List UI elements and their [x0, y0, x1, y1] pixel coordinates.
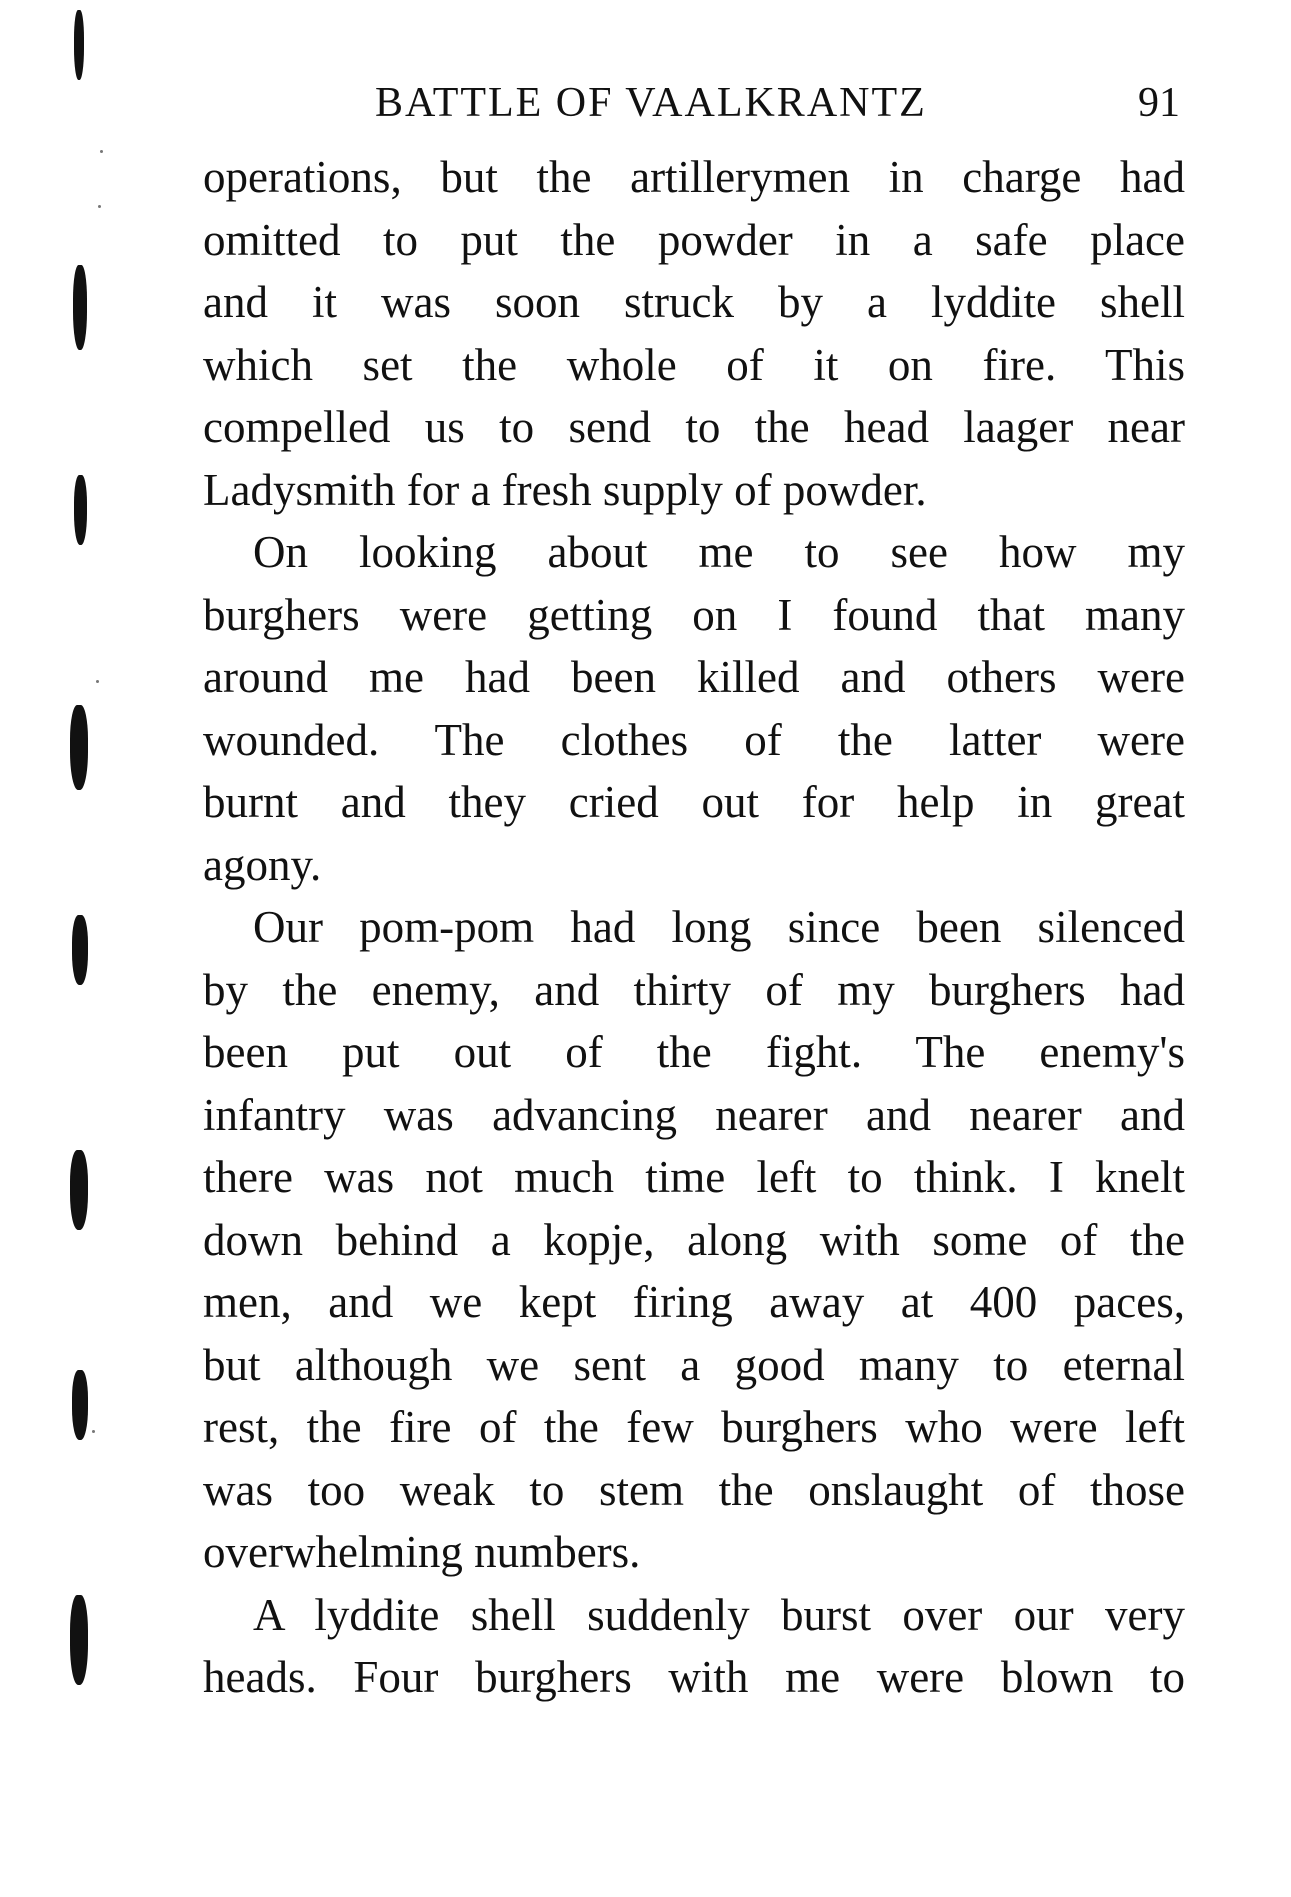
binding-mark [74, 10, 84, 80]
text-line: omitted to put the powder in a safe place [203, 214, 1185, 265]
running-title: BATTLE OF VAALKRANTZ [375, 80, 927, 126]
text-line: and it was soon struck by a lyddite shell [203, 277, 1185, 327]
text-line: overwhelming numbers. [203, 1527, 641, 1577]
text-line: around me had been killed and others were [203, 652, 1185, 702]
binding-mark [72, 1370, 88, 1440]
text-line: rest, the fire of the few burghers who were left [203, 1402, 1185, 1452]
text-line: was too weak to stem the onslaught of those [203, 1464, 1185, 1515]
text-line: Ladysmith for a fresh supply of powder. [203, 464, 927, 515]
text-line: by the enemy, and thirty of my burghers had [203, 964, 1185, 1015]
page-number: 91 [1138, 80, 1180, 126]
paper-speck [92, 1430, 95, 1433]
text-line: infantry was advancing nearer and nearer and [203, 1089, 1185, 1140]
text-line: Our pom-pom had long since been silenced [253, 902, 1185, 952]
body-text [203, 146, 1185, 1709]
text-line: down behind a kopje, along with some of the [203, 1214, 1185, 1265]
paper-speck [96, 680, 99, 683]
text-line: agony. [203, 839, 322, 890]
text-line: which set the whole of it on fire. This [203, 339, 1185, 390]
text-line: men, and we kept firing away at 400 paces, [203, 1277, 1185, 1327]
text-line: burghers were getting on I found that many [203, 589, 1185, 640]
text-line: there was not much time left to think. I knelt [203, 1152, 1185, 1202]
binding-gutter-marks [30, 0, 100, 1897]
text-line: burnt and they cried out for help in great [203, 777, 1185, 827]
text-line: heads. Four burghers with me were blown to [203, 1652, 1185, 1702]
page-header [200, 78, 1190, 128]
paper-speck [98, 205, 101, 208]
binding-mark [74, 475, 87, 545]
binding-mark [70, 705, 88, 790]
text-line: A lyddite shell suddenly burst over our very [253, 1589, 1185, 1640]
text-line: operations, but the artillerymen in charge had [203, 152, 1185, 202]
text-line: wounded. The clothes of the latter were [203, 714, 1185, 765]
text-line: On looking about me to see how my [253, 527, 1185, 577]
binding-mark [73, 265, 87, 350]
binding-mark [70, 1150, 88, 1230]
binding-mark [70, 1595, 88, 1685]
paper-speck [100, 150, 103, 153]
text-line: but although we sent a good many to eternal [203, 1339, 1185, 1390]
binding-mark [72, 915, 88, 985]
text-line: been put out of the fight. The enemy's [203, 1027, 1185, 1077]
text-line: compelled us to send to the head laager near [203, 402, 1185, 452]
